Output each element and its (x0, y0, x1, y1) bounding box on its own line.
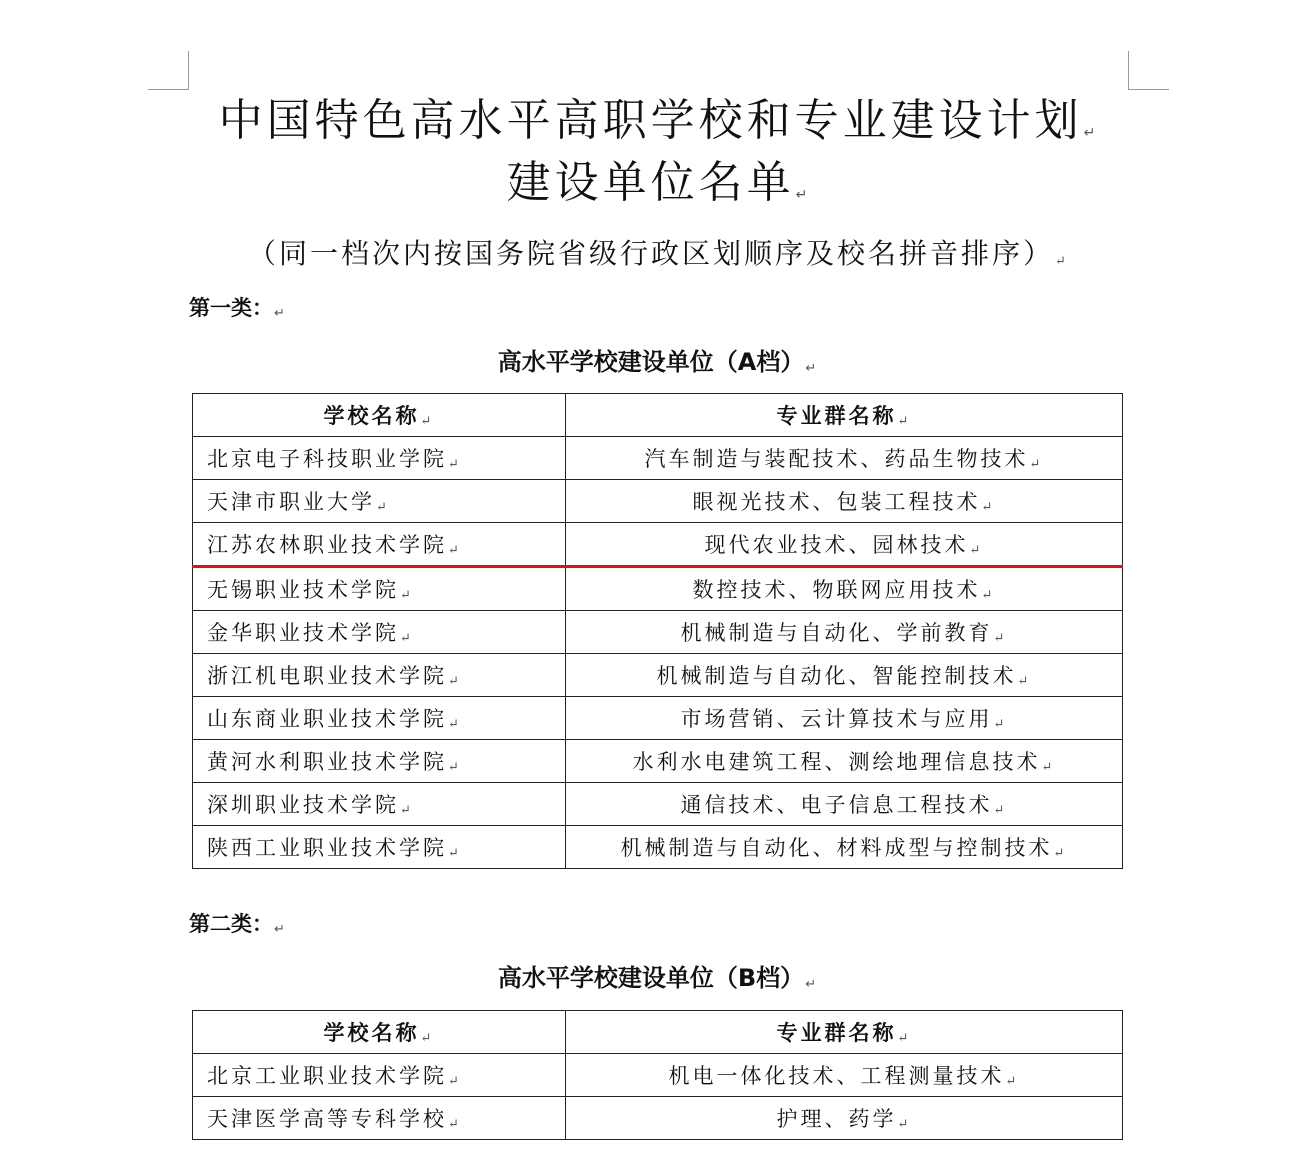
header-major-group: 专业群名称↵ (566, 394, 1123, 437)
page-corner-mark-left (148, 51, 189, 90)
section-title-a (0, 342, 1314, 377)
school-name-cell: 天津医学高等专科学校↵ (193, 1097, 566, 1140)
category-2-text: 第二类： (189, 912, 273, 936)
table-row (193, 1097, 1123, 1140)
paragraph-mark-icon: ↵ (795, 187, 808, 203)
school-name-cell: 黄河水利职业技术学院↵ (193, 740, 566, 783)
major-group-cell: 机电一体化技术、工程测量技术↵ (566, 1054, 1123, 1097)
section-title-b (0, 958, 1314, 993)
cell-end-mark-icon: ↵ (400, 803, 414, 818)
table-row (193, 654, 1123, 697)
school-name-cell: 北京电子科技职业学院↵ (193, 437, 566, 480)
table-row (193, 437, 1123, 480)
cell-end-mark-icon: ↵ (1029, 457, 1044, 472)
cell-end-mark-icon: ↵ (969, 543, 984, 558)
table-row (193, 480, 1123, 523)
table-row (193, 697, 1123, 740)
major-group-cell: 数控技术、物联网应用技术↵ (566, 567, 1123, 611)
table-category-a (192, 393, 1123, 869)
paragraph-mark-icon: ↵ (274, 922, 285, 937)
cell-end-mark-icon: ↵ (1053, 846, 1068, 861)
cell-end-mark-icon: ↵ (448, 1074, 462, 1089)
category-2-label (189, 908, 285, 938)
cell-end-mark-icon: ↵ (448, 846, 462, 861)
school-name-cell: 山东商业职业技术学院↵ (193, 697, 566, 740)
header-school-name: 学校名称↵ (193, 394, 566, 437)
cell-end-mark-icon: ↵ (448, 1117, 462, 1132)
school-name-cell: 无锡职业技术学院↵ (193, 567, 566, 611)
cell-end-mark-icon: ↵ (1017, 674, 1032, 689)
cell-end-mark-icon: ↵ (897, 414, 912, 429)
cell-end-mark-icon: ↵ (376, 500, 390, 515)
header-school-name: 学校名称↵ (193, 1011, 566, 1054)
title-line1-text: 中国特色高水平高职学校和专业建设计划 (218, 95, 1083, 146)
cell-end-mark-icon: ↵ (1041, 760, 1056, 775)
table-category-b (192, 1010, 1123, 1140)
major-group-cell: 机械制造与自动化、材料成型与控制技术↵ (566, 826, 1123, 869)
page-corner-mark-right (1128, 51, 1169, 90)
cell-end-mark-icon: ↵ (1005, 1074, 1020, 1089)
subtitle-text: （同一档次内按国务院省级行政区划顺序及校名拼音排序） (248, 237, 1055, 270)
paragraph-mark-icon: ↵ (1055, 254, 1066, 269)
cell-end-mark-icon: ↵ (981, 588, 996, 603)
cell-end-mark-icon: ↵ (993, 717, 1008, 732)
paragraph-mark-icon: ↵ (1083, 125, 1096, 141)
cell-end-mark-icon: ↵ (897, 1117, 912, 1132)
paragraph-mark-icon: ↵ (805, 977, 817, 992)
cell-end-mark-icon: ↵ (993, 631, 1008, 646)
table-row (193, 826, 1123, 869)
school-name-cell: 浙江机电职业技术学院↵ (193, 654, 566, 697)
table-row (193, 740, 1123, 783)
school-name-cell: 深圳职业技术学院↵ (193, 783, 566, 826)
cell-end-mark-icon: ↵ (400, 588, 414, 603)
major-group-cell: 汽车制造与装配技术、药品生物技术↵ (566, 437, 1123, 480)
major-group-cell: 通信技术、电子信息工程技术↵ (566, 783, 1123, 826)
table-header-row (193, 1011, 1123, 1054)
category-1-text: 第一类： (189, 296, 273, 320)
category-1-label (189, 292, 285, 322)
table-row (193, 1054, 1123, 1097)
major-group-cell: 机械制造与自动化、学前教育↵ (566, 611, 1123, 654)
major-group-cell: 机械制造与自动化、智能控制技术↵ (566, 654, 1123, 697)
cell-end-mark-icon: ↵ (448, 760, 462, 775)
table-row (193, 523, 1123, 567)
table-row (193, 611, 1123, 654)
cell-end-mark-icon: ↵ (400, 631, 414, 646)
paragraph-mark-icon: ↵ (274, 306, 285, 321)
document-title-line1 (0, 95, 1314, 148)
section-a-text: 高水平学校建设单位（A档） (497, 348, 805, 376)
header-major-group: 专业群名称↵ (566, 1011, 1123, 1054)
cell-end-mark-icon: ↵ (448, 457, 462, 472)
major-group-cell: 护理、药学↵ (566, 1097, 1123, 1140)
school-name-cell: 江苏农林职业技术学院↵ (193, 523, 566, 567)
paragraph-mark-icon: ↵ (805, 361, 817, 376)
major-group-cell: 水利水电建筑工程、测绘地理信息技术↵ (566, 740, 1123, 783)
cell-end-mark-icon: ↵ (448, 717, 462, 732)
section-b-text: 高水平学校建设单位（B档） (497, 964, 805, 992)
school-name-cell: 天津市职业大学↵ (193, 480, 566, 523)
title-line2-text: 建设单位名单 (506, 157, 795, 208)
table-header-row (193, 394, 1123, 437)
major-group-cell: 眼视光技术、包装工程技术↵ (566, 480, 1123, 523)
table-row (193, 783, 1123, 826)
cell-end-mark-icon: ↵ (420, 414, 435, 429)
cell-end-mark-icon: ↵ (981, 500, 996, 515)
cell-end-mark-icon: ↵ (897, 1031, 912, 1046)
major-group-cell: 现代农业技术、园林技术↵ (566, 523, 1123, 567)
cell-end-mark-icon: ↵ (448, 543, 462, 558)
document-title-line2 (0, 157, 1314, 210)
major-group-cell: 市场营销、云计算技术与应用↵ (566, 697, 1123, 740)
school-name-cell: 金华职业技术学院↵ (193, 611, 566, 654)
table-row (193, 567, 1123, 611)
cell-end-mark-icon: ↵ (420, 1031, 435, 1046)
school-name-cell: 北京工业职业技术学院↵ (193, 1054, 566, 1097)
document-subtitle (0, 232, 1314, 272)
school-name-cell: 陕西工业职业技术学院↵ (193, 826, 566, 869)
cell-end-mark-icon: ↵ (448, 674, 462, 689)
cell-end-mark-icon: ↵ (993, 803, 1008, 818)
